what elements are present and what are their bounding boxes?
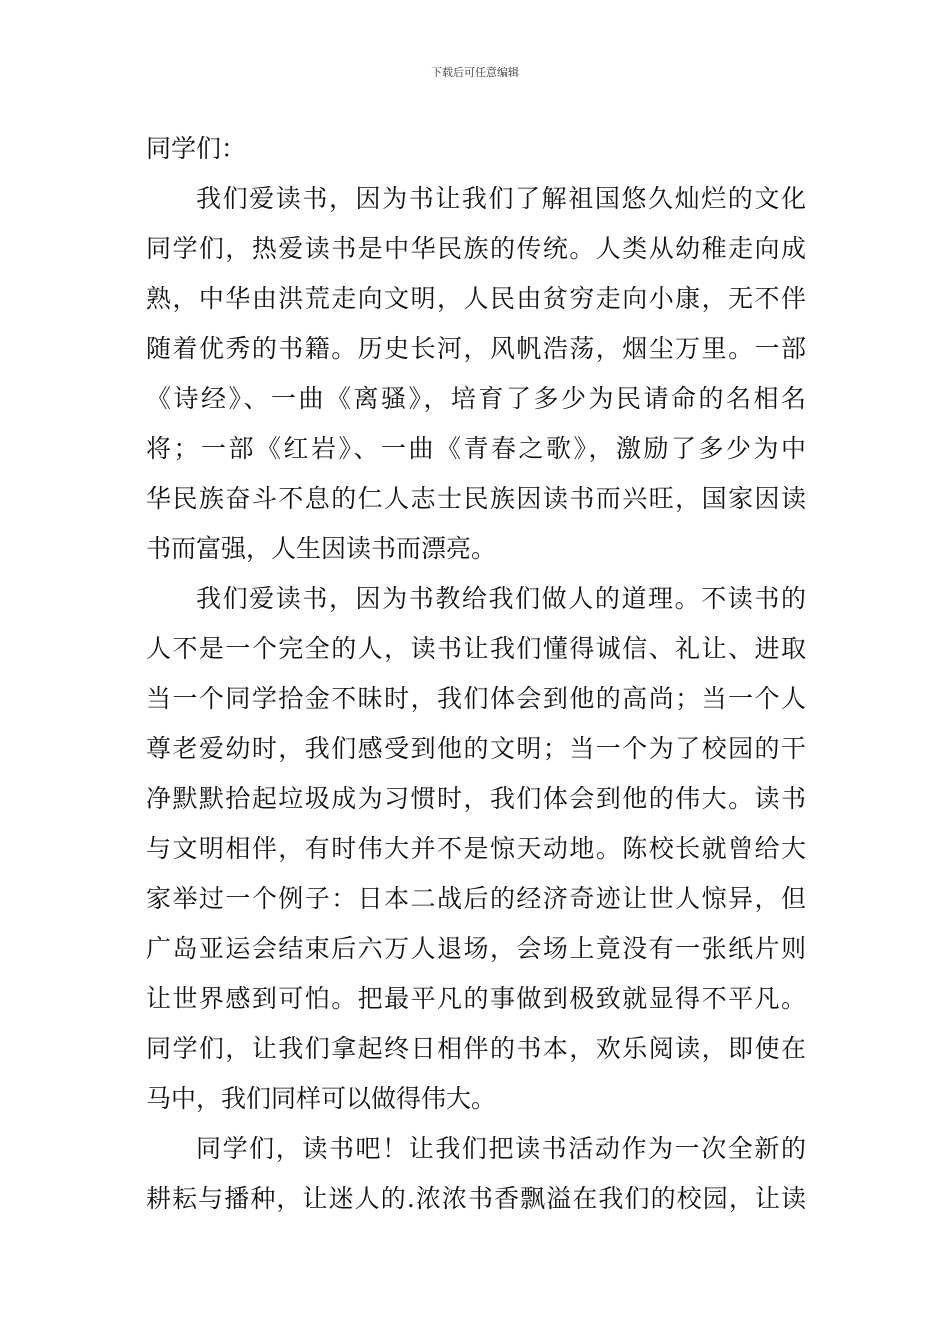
- paragraph-1-line-4: 随着优秀的书籍。历史长河，风帆浩荡，烟尘万里。一部: [146, 334, 806, 363]
- paragraph-1-line-8: 书而富强，人生因读书而漂亮。: [146, 534, 497, 563]
- paragraph-2-line-5: 净默默拾起垃圾成为习惯时，我们体会到他的伟大。读书: [146, 784, 806, 813]
- paragraph-2-line-6: 与文明相伴，有时伟大并不是惊天动地。陈校长就曾给大: [146, 834, 806, 863]
- paragraph-2-line-4: 尊老爱幼时，我们感受到他的文明；当一个为了校园的干: [146, 734, 806, 763]
- paragraph-2-line-2: 人不是一个完全的人，读书让我们懂得诚信、礼让、进取: [146, 634, 806, 663]
- page-header-note: 下载后可任意编辑: [431, 66, 519, 79]
- paragraph-2-line-9: 让世界感到可怕。把最平凡的事做到极致就显得不平凡。: [146, 984, 806, 1013]
- paragraph-1-line-7: 华民族奋斗不息的仁人志士民族因读书而兴旺，国家因读: [146, 484, 806, 513]
- paragraph-3-line-2: 耕耘与播种，让迷人的.浓浓书香飘溢在我们的校园，让读: [146, 1184, 806, 1213]
- paragraph-1-line-6: 将；一部《红岩》、一曲《青春之歌》，激励了多少为中: [146, 434, 806, 463]
- paragraph-2-line-8: 广岛亚运会结束后六万人退场，会场上竟没有一张纸片则: [146, 934, 806, 963]
- document-body: [146, 124, 806, 1224]
- paragraph-1-line-5: 《诗经》、一曲《离骚》，培育了多少为民请命的名相名: [146, 384, 806, 413]
- paragraph-2-line-10: 同学们，让我们拿起终日相伴的书本，欢乐阅读，即使在: [146, 1034, 806, 1063]
- paragraph-2-line-11: 马中，我们同样可以做得伟大。: [146, 1084, 497, 1113]
- paragraph-2-line-3: 当一个同学拾金不昧时，我们体会到他的高尚；当一个人: [146, 684, 806, 713]
- paragraph-3-line-1: 同学们，读书吧！让我们把读书活动作为一次全新的: [196, 1134, 806, 1163]
- paragraph-1-line-3: 熟，中华由洪荒走向文明，人民由贫穷走向小康，无不伴: [146, 284, 806, 313]
- paragraph-2-line-7: 家举过一个例子：日本二战后的经济奇迹让世人惊异，但: [146, 884, 806, 913]
- paragraph-2-line-1: 我们爱读书，因为书教给我们做人的道理。不读书的: [196, 584, 806, 613]
- salutation: 同学们：: [146, 134, 247, 163]
- paragraph-1-line-2: 同学们，热爱读书是中华民族的传统。人类从幼稚走向成: [146, 234, 806, 263]
- paragraph-1-line-1: 我们爱读书，因为书让我们了解祖国悠久灿烂的文化: [196, 184, 806, 213]
